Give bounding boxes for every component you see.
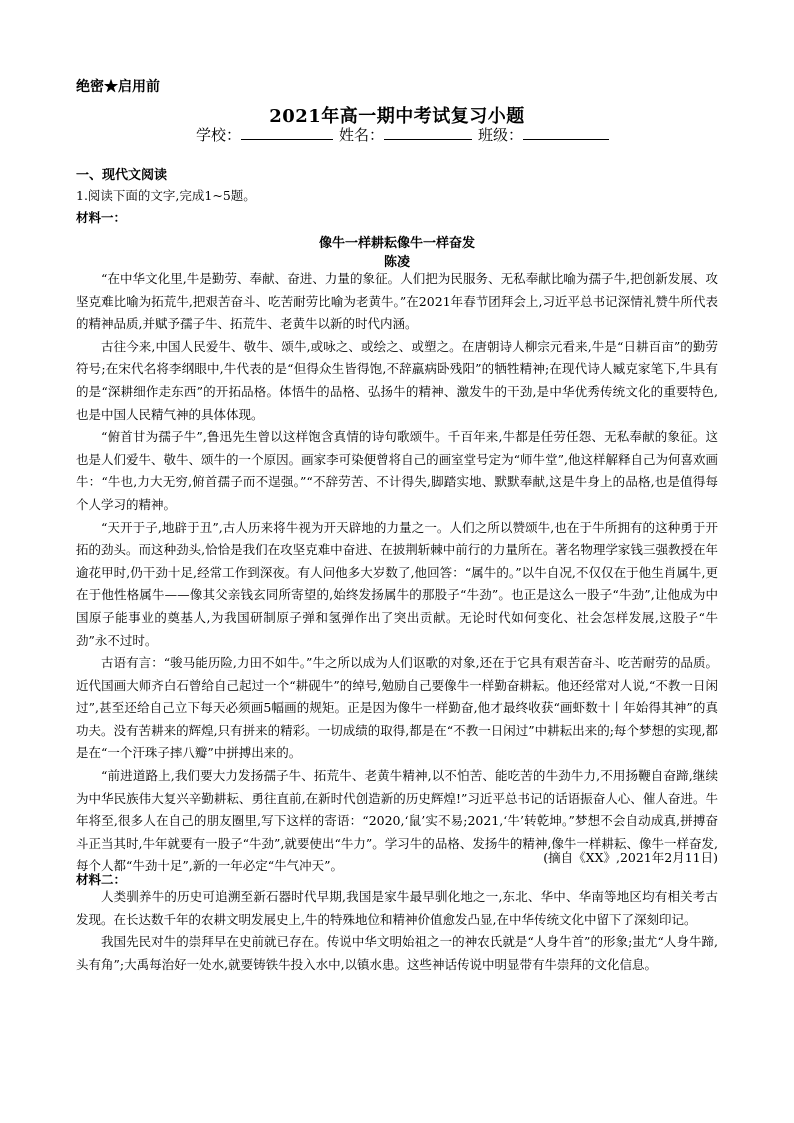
page-title: 2021年高一期中考试复习小题: [269, 106, 525, 127]
paragraph: 古语有言：“骏马能历险,力田不如牛。”牛之所以成为人们讴歌的对象,还在于它具有艰苦奋斗、吃苦耐劳的品质。近代国画大师齐白石曾给自己起过一个“耕砚牛”的绰号,勉励自己要像牛一样勤奋耕耘。他还经常对人说,“不教一日闲过”,甚至还给自己立下每天必须画5幅画的规矩。正是因为像牛一样勤奋,他才最终收获“画虾数十丨年始得其神”的真功夫。没有苦耕来的辉煌,只有拼来的精彩。一切成绩的取得,都是在“不教一日闲过”中耕耘出来的;每个梦想的实现,都是在“一个汗珠子摔八瓣”中拼搏出来的。: [76, 655, 718, 761]
article-title: 像牛一样耕耘像牛一样奋发: [318, 236, 475, 251]
school-label: 学校：: [196, 126, 242, 144]
material-two-label: 材料二：: [76, 872, 127, 887]
paragraph: “俯首甘为孺子牛”,鲁迅先生曾以这样饱含真情的诗句歌颂牛。千百年来,牛都是任劳任怨、无私奉献的象征。这也是人们爱牛、敬牛、颂牛的一个原因。画家李可染便曾将自己的画室堂号定为“师牛堂”,他这样解释自己为何喜欢画牛：“牛也,力大无穷,俯首孺子而不逞强。”“不辞劳苦、不计得失,脚踏实地、默默奉献,这是牛身上的品格,也是值得每个人学习的精神。: [76, 429, 718, 512]
material-one-label: 材料一：: [76, 210, 127, 225]
name-label: 姓名：: [339, 126, 385, 144]
article-author: 陈凌: [383, 255, 410, 270]
material-two-body: [76, 886, 718, 976]
class-label: 班级：: [478, 126, 524, 144]
paragraph: 人类驯养牛的历史可追溯至新石器时代早期,我国是家牛最早驯化地之一,东北、华中、华南等地区均有相关考古发现。在长达数千年的农耕文明发展史上,牛的特殊地位和精神价值愈发凸显,在中华传统文化中留下了深刻印记。: [76, 889, 718, 927]
paragraph: “天开于子,地辟于丑”,古人历来将牛视为开天辟地的力量之一。人们之所以赞颂牛,也在于牛所拥有的这种勇于开拓的劲头。而这种劲头,恰恰是我们在攻坚克难中奋进、在披荆斩棘中前行的力量所在。著名物理学家钱三强教授在年逾花甲时,仍干劲十足,经常工作到深夜。有人问他多大岁数了,他回答：“属牛的。”以牛自况,不仅仅在于他生肖属牛,更在于他性格属牛——像其父亲钱玄同所寄望的,始终发扬属牛的那股子“牛劲”。也正是这么一股子“牛劲”,让他成为中国原子能事业的奠基人,为我国研制原子弹和氢弹作出了突出贡献。无论时代如何变化、社会怎样发展,这股子“牛劲”永不过时。: [76, 519, 718, 648]
question-instruction: 1.阅读下面的文字,完成1~5题。: [76, 188, 256, 203]
name-blank: [384, 125, 472, 140]
article-source: (摘自《XX》,2021年2月11日): [543, 850, 718, 865]
school-blank: [241, 125, 333, 140]
paragraph: “在中华文化里,牛是勤劳、奉献、奋进、力量的象征。人们把为民服务、无私奉献比喻为孺子牛,把创新发展、攻坚克难比喻为拓荒牛,把艰苦奋斗、吃苦耐劳比喻为老黄牛。”在2021年春节团拜会上,习近平总书记深情礼赞牛所代表的精神品质,并赋予孺子牛、拓荒牛、老黄牛以新的时代内涵。: [76, 271, 718, 332]
secret-label: 绝密★启用前: [76, 79, 160, 95]
student-info-line: [196, 124, 615, 145]
section-heading: 一、现代文阅读: [76, 168, 168, 183]
paragraph: 古往今来,中国人民爱牛、敬牛、颂牛,或咏之、或绘之、或塑之。在唐朝诗人柳宗元看来,牛是“日耕百亩”的勤劳符号;在宋代名将李纲眼中,牛代表的是“但得众生皆得饱,不辞羸病卧残阳”的牺牲精神;在现代诗人臧克家笔下,牛具有的是“深耕细作走东西”的开拓品格。体悟牛的品格、弘扬牛的精神、激发牛的干劲,是中华优秀传统文化的重要特色,也是中国人民精气神的具体体现。: [76, 338, 718, 422]
material-one-body: [76, 268, 718, 878]
paragraph: 我国先民对牛的崇拜早在史前就已存在。传说中华文明始祖之一的神农氏就是“人身牛首”的形象;蚩尤“人身牛蹄,头有角”;大禹每治好一处水,就要铸铁牛投入水中,以镇水患。这些神话传说中明显带有牛崇拜的文化信息。: [76, 934, 718, 972]
class-blank: [523, 125, 609, 140]
paragraph: “前进道路上,我们要大力发扬孺子牛、拓荒牛、老黄牛精神,以不怕苦、能吃苦的牛劲牛力,不用扬鞭自奋蹄,继续为中华民族伟大复兴辛勤耕耘、勇往直前,在新时代创造新的历史辉煌!”习近平总书记的话语振奋人心、催人奋进。牛年将至,很多人在自己的朋友圈里,写下这样的寄语：“2020,‘鼠’实不易;2021,‘牛’转乾坤。”梦想不会自动成真,拼搏奋斗正当其时,牛年就要有一股子“牛劲”,就要使出“牛力”。学习牛的品格、发扬牛的精神,像牛一样耕耘、像牛一样奋发,每个人都“牛劲十足”,新的一年必定“牛气冲天”。: [76, 768, 718, 874]
